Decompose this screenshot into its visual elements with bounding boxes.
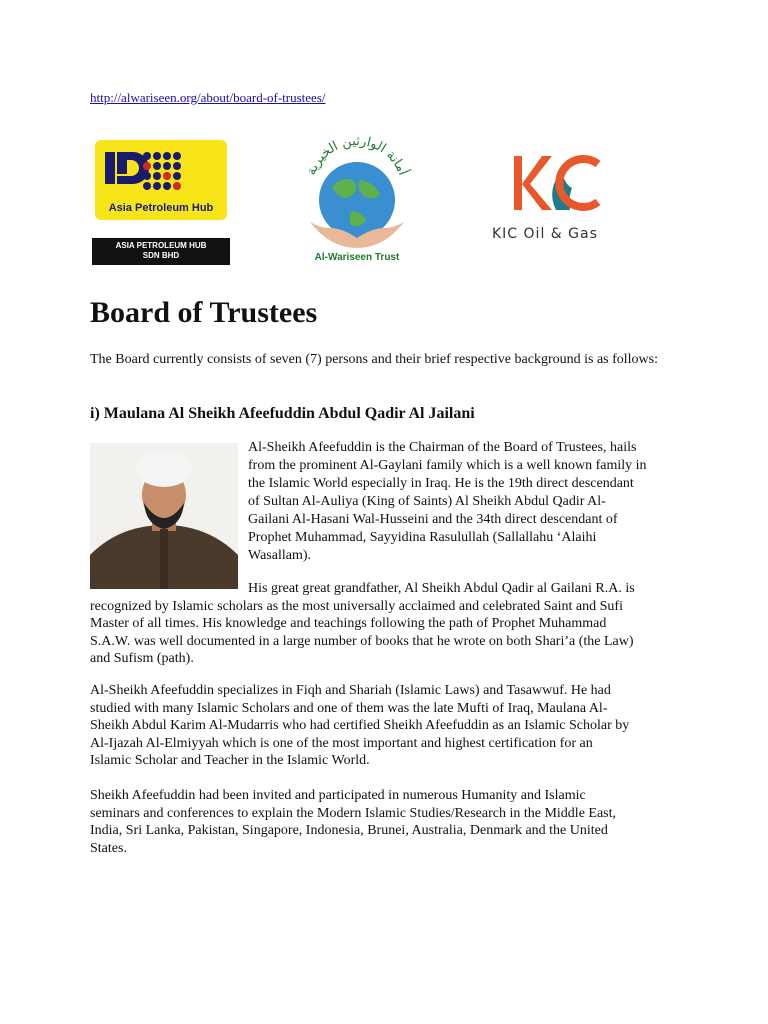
bio-line: Al-Sheikh Afeefuddin is the Chairman of the Board of Trustees, hails [248,440,637,455]
bio-line: Al-Sheikh Afeefuddin specializes in Fiqh and Shariah (Islamic Laws) and Tasawwuf. He had [90,683,611,698]
kic-oil-gas-logo [490,150,630,250]
bio-line: Al-Ijazah Al-Elmiyyah which is one of the most important and highest certification for an [90,735,593,751]
source-url-link[interactable]: http://alwariseen.org/about/board-of-trustees/ [90,90,326,105]
page-title: Board of Trustees [90,296,318,329]
kic-caption: KIC Oil & Gas [492,226,598,242]
banner-line-1: ASIA PETROLEUM HUB [115,241,207,250]
bio-line: Gailani Al-Hasani Wal-Husseini and the 34th direct descendant of [248,512,618,527]
kic-mark-icon [490,150,610,220]
asia-petroleum-hub-mark [103,148,183,192]
bio-line: Islamic Scholar and Teacher in the Islamic World. [90,753,370,768]
bio-line: His great great grandfather, Al Sheikh Abdul Qadir al Gailani R.A. is [248,581,635,596]
asia-petroleum-hub-logo [95,140,227,220]
banner-line-2: SDN BHD [142,251,180,260]
trustee-bio-paragraph-1 [248,439,688,565]
bio-line: studied with many Islamic Scholars and one of them was the late Mufti of Iraq, Maulana Al- [90,700,608,716]
globe-hands-icon [292,132,422,252]
asia-petroleum-hub-banner [92,238,230,265]
trustee-bio-paragraph-2 [90,580,635,668]
bio-line: Master of all times. His knowledge and teachings following the path of Prophet Muhammad [90,616,607,631]
bio-line: from the prominent Al-Gaylani family which is a well known family in [248,458,647,473]
bio-line: and Sufism (path). [90,651,194,666]
trustee-portrait [90,443,238,589]
asia-petroleum-hub-caption: Asia Petroleum Hub [108,202,214,214]
trustee-bio-paragraph-3 [90,682,629,770]
portrait-image [90,443,238,589]
bio-line: the Islamic World especially in Iraq. He is the 19th direct descendant [248,476,634,491]
al-wariseen-caption: Al-Wariseen Trust [314,252,400,263]
bio-line: of Sultan Al-Auliya (King of Saints) Al Sheikh Abdul Qadir Al- [248,494,606,509]
trustee-heading: i) Maulana Al Sheikh Afeefuddin Abdul Qadir Al Jailani [90,405,475,422]
bio-line: Prophet Muhammad, Sayyidina Rasulullah (Sallallahu ‘Alaihi [248,530,597,545]
intro-paragraph: The Board currently consists of seven (7) persons and their brief respective background is as follows: [90,352,659,367]
bio-line: Sheikh Abdul Karim Al-Mudarris who had certified Sheikh Afeefuddin as an Islamic Scholar by [90,718,630,733]
arabic-arc-text: أمانة الوارثين الخيرية [303,133,411,178]
trustee-bio-paragraph-4 [90,787,616,857]
bio-line: recognized by Islamic scholars as the most universally acclaimed and celebrated Saint and Sufi [90,598,623,614]
bio-line: Sheikh Afeefuddin had been invited and participated in numerous Humanity and Islamic [90,788,586,803]
bio-line: S.A.W. was well documented in a large number of books that he wrote on both Shari’a (the Law) [90,633,634,649]
bio-line: India, Sri Lanka, Pakistan, Singapore, Indonesia, Brunei, Australia, Denmark and the United [90,823,608,838]
bio-line: States. [90,840,127,856]
bio-line: seminars and conferences to explain the Modern Islamic Studies/Research in the Middle East, [90,805,617,821]
bio-line: Wasallam). [248,548,312,563]
al-wariseen-trust-logo [292,132,422,272]
